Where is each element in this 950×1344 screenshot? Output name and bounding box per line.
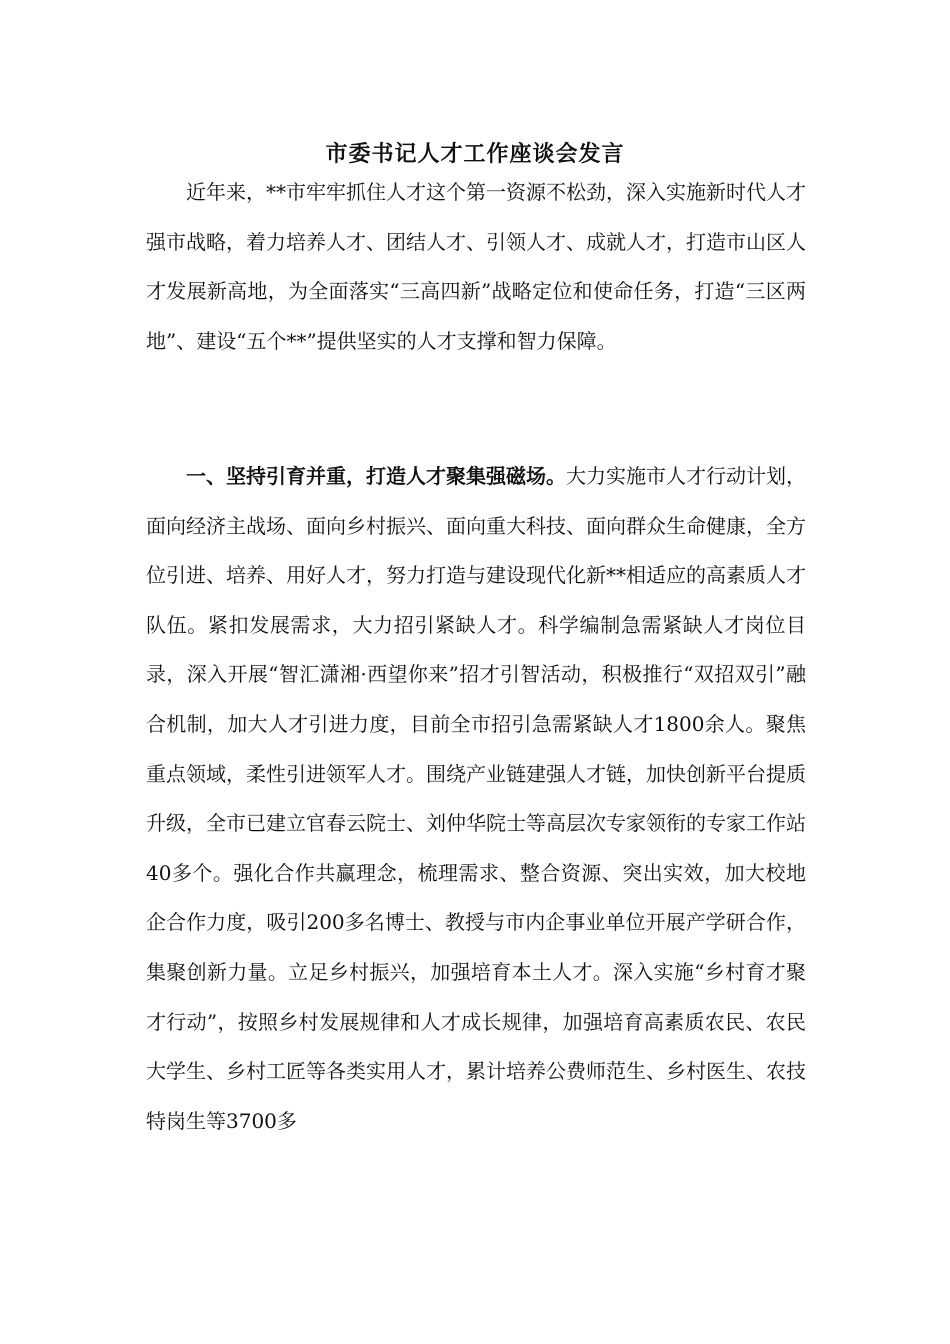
paragraph-section-one-text: 大力实施市人才行动计划，面向经济主战场、面向乡村振兴、面向重大科技、面向群众生命健康，全方位引进、培养、用好人才，努力打造与建设现代化新**相适应的高素质人才队伍。紧扣发展需求，大力招引紧缺人才。科学编制急需紧缺人才岗位目录，深入开展“智汇潇湘·西望你来”招才引智活动，积极推行“双招双引”融合机制，加大人才引进力度，目前全市招引急需紧缺人才1800余人。聚焦重点领域，柔性引进领军人才。围绕产业链建强人才链，加快创新平台提质升级，全市已建立官春云院士、刘仲华院士等高层次专家领衔的专家工作站40多个。强化合作共赢理念，梳理需求、整合资源、突出实效，加大校地企合作力度，吸引200多名博士、教授与市内企事业单位开展产学研合作，集聚创新力量。立足乡村振兴，加强培育本土人才。深入实施“乡村育才聚才行动”，按照乡村发展规律和人才成长规律，加强培育高素质农民、农民大学生、乡村工匠等各类实用人才，累计培养公费师范生、乡村医生、农技特岗生等3700多 <box>146 464 806 1133</box>
section-one-heading: 一、坚持引育并重，打造人才聚集强磁场。 <box>186 464 566 488</box>
paragraph-intro <box>146 168 806 366</box>
paragraph-intro-text: 近年来，**市牢牢抓住人才这个第一资源不松劲，深入实施新时代人才强市战略，着力培养人才、团结人才、引领人才、成就人才，打造市山区人才发展新高地，为全面落实“三高四新”战略定位和使命任务，打造“三区两地”、建设“五个**”提供坚实的人才支撑和智力保障。 <box>146 180 806 353</box>
paragraph-section-one <box>146 452 806 1146</box>
document-title: 市委书记人才工作座谈会发言 <box>325 141 625 167</box>
